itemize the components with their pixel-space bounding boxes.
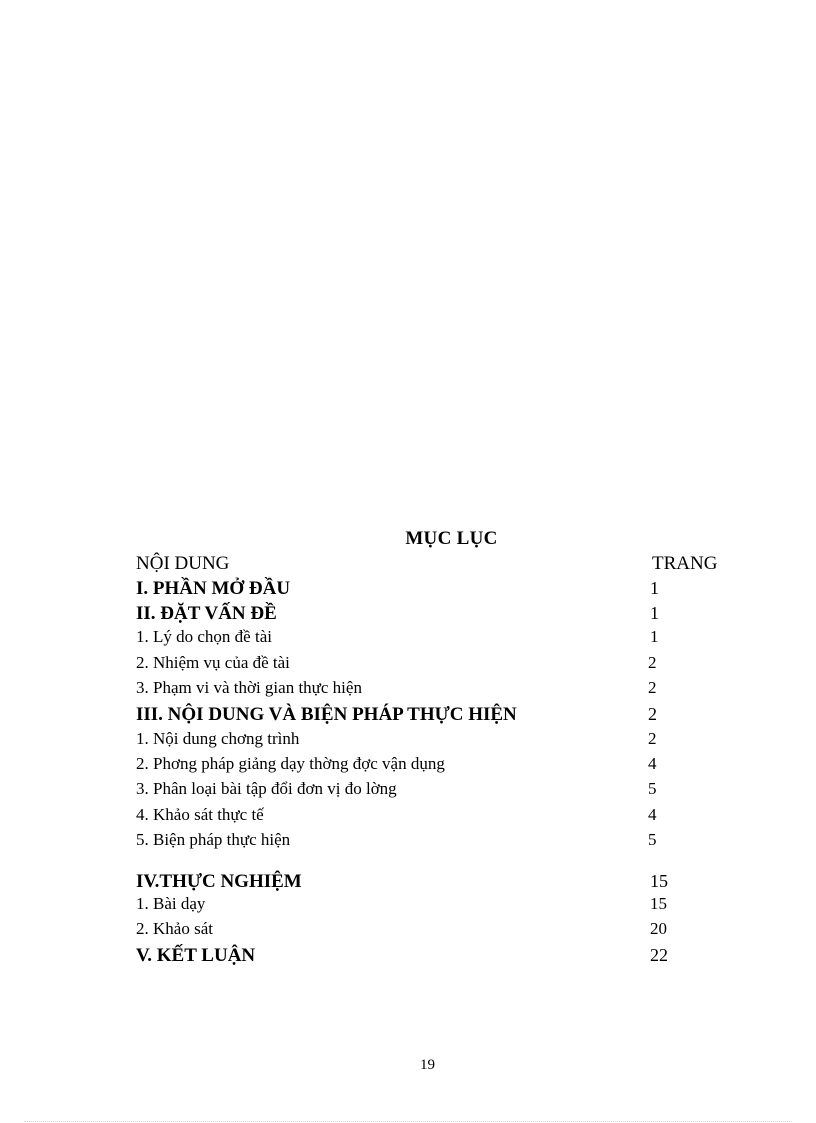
toc-page: 15 bbox=[650, 871, 668, 891]
toc-label: V. KẾT LUẬN bbox=[136, 945, 256, 966]
toc-label: 3. Phân loại bài tập đổi đơn vị đo lờng bbox=[136, 779, 397, 798]
toc-row-noi-dung-bien-phap bbox=[0, 704, 816, 728]
toc-row-ly-do bbox=[0, 627, 816, 651]
toc-label: 2. Phơng pháp giảng dạy thờng đợc vận dụng bbox=[136, 754, 445, 773]
page-number: 19 bbox=[420, 1057, 435, 1073]
toc-row-pham-vi bbox=[0, 678, 816, 702]
toc-page: 2 bbox=[648, 678, 657, 697]
toc-header-page: TRANG bbox=[652, 553, 718, 574]
toc-row-bai-day bbox=[0, 894, 816, 918]
toc-label: 2. Khảo sát bbox=[136, 919, 213, 938]
toc-page: 5 bbox=[648, 830, 657, 849]
toc-row-phan-mo-dau bbox=[0, 578, 816, 602]
toc-label: IV.THỰC NGHIỆM bbox=[136, 871, 302, 892]
toc-label: III. NỘI DUNG VÀ BIỆN PHÁP THỰC HIỆN bbox=[136, 704, 517, 725]
toc-row-phan-loai bbox=[0, 779, 816, 803]
toc-page: 4 bbox=[648, 754, 657, 773]
toc-page: 1 bbox=[650, 603, 659, 623]
toc-label: 2. Nhiệm vụ của đề tài bbox=[136, 653, 290, 672]
toc-row-nhiem-vu bbox=[0, 653, 816, 677]
page-bottom-rule bbox=[24, 1121, 792, 1122]
toc-page: 1 bbox=[650, 578, 659, 598]
toc-label: II. ĐẶT VẤN ĐỀ bbox=[136, 603, 277, 624]
toc-label: 1. Bài dạy bbox=[136, 894, 206, 913]
toc-page: 15 bbox=[650, 894, 667, 913]
toc-title: MỤC LỤC bbox=[405, 528, 498, 549]
toc-label: 3. Phạm vi và thời gian thực hiện bbox=[136, 678, 362, 697]
toc-page: 2 bbox=[648, 729, 657, 748]
toc-label: I. PHẦN MỞ ĐẦU bbox=[136, 578, 291, 599]
toc-label: 4. Khảo sát thực tế bbox=[136, 805, 264, 824]
toc-label: 1. Nội dung chơng trình bbox=[136, 729, 300, 748]
toc-page: 2 bbox=[648, 704, 657, 724]
toc-row-dat-van-de bbox=[0, 603, 816, 627]
toc-row-ket-luan bbox=[0, 945, 816, 969]
toc-page: 22 bbox=[650, 945, 668, 965]
toc-page: 5 bbox=[648, 779, 657, 798]
toc-page: 1 bbox=[650, 627, 659, 646]
toc-page: 20 bbox=[650, 919, 667, 938]
toc-label: 1. Lý do chọn đề tài bbox=[136, 627, 272, 646]
toc-header-content: NỘI DUNG bbox=[136, 553, 230, 574]
toc-label: 5. Biện pháp thực hiện bbox=[136, 830, 291, 849]
toc-page: 2 bbox=[648, 653, 657, 672]
toc-row-khao-sat bbox=[0, 919, 816, 943]
toc-row-noi-dung-chuong-trinh bbox=[0, 729, 816, 753]
toc-row-khao-sat-thuc-te bbox=[0, 805, 816, 829]
toc-row-bien-phap-thuc-hien bbox=[0, 830, 816, 854]
toc-page: 4 bbox=[648, 805, 657, 824]
toc-row-thuc-nghiem bbox=[0, 871, 816, 895]
toc-row-phuong-phap bbox=[0, 754, 816, 778]
